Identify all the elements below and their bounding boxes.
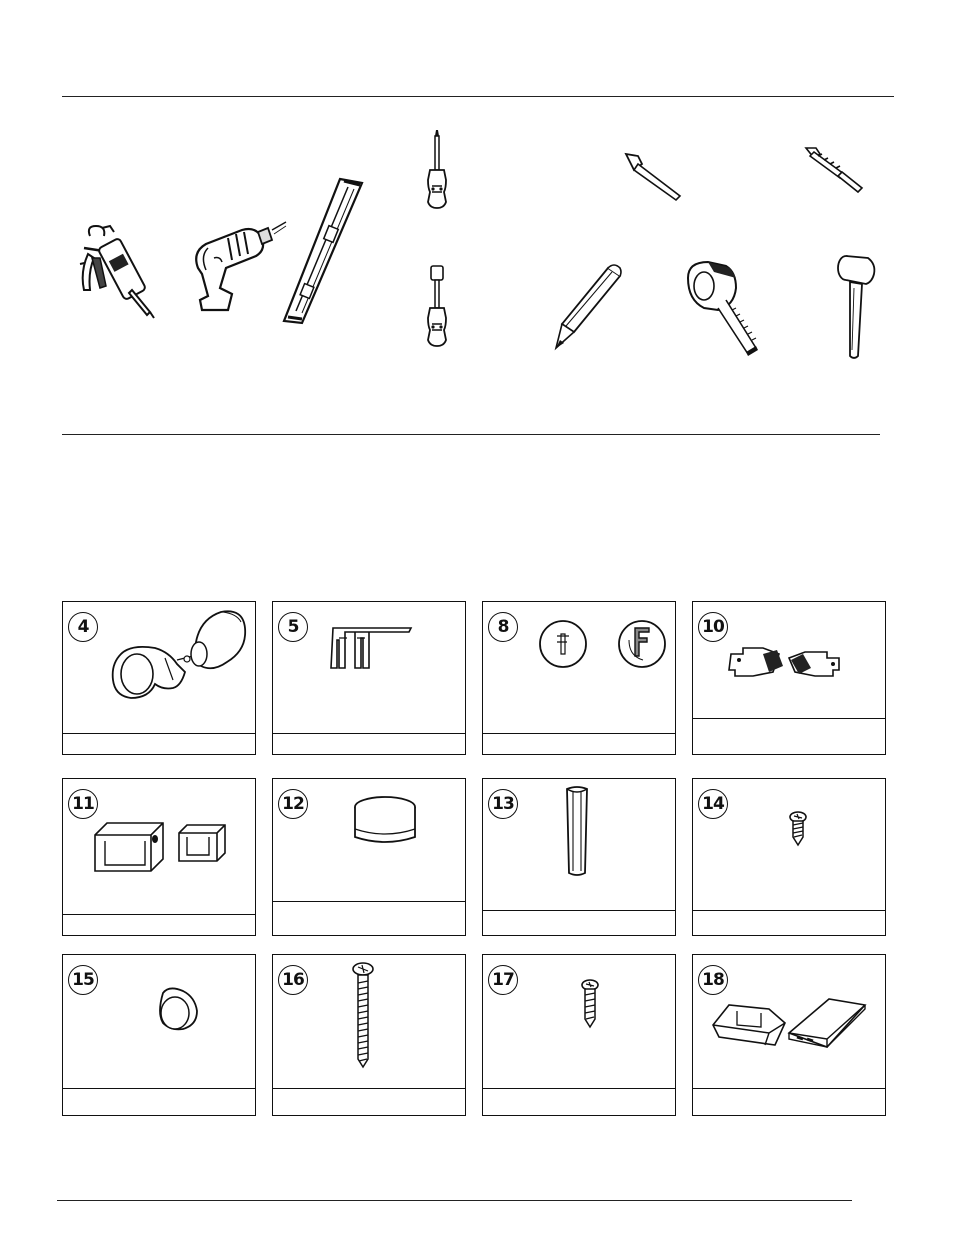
part-number-badge: 10 [698,612,728,642]
phillips-screwdriver-icon [424,128,450,210]
part-card-8 [482,601,676,755]
anchor-icon [483,602,677,732]
part-number-badge: 8 [488,612,518,642]
part-number-badge: 17 [488,965,518,995]
wall-anchor-icon [483,779,677,909]
part-number-badge: 14 [698,789,728,819]
pencil-icon [552,262,628,352]
glass-knob-pair-icon [63,602,257,732]
part-card-10 [692,601,886,755]
short-screw-icon [693,779,887,909]
part-label-area [693,910,885,935]
part-label-area [273,1088,465,1115]
part-number-badge: 13 [488,789,518,819]
part-card-12 [272,778,466,936]
level-icon [278,175,368,327]
footer-rule [57,1200,852,1201]
rubber-mallet-icon [836,252,880,360]
u-channel-bracket-icon [63,779,257,909]
part-label-area [483,910,675,935]
power-drill-icon [188,218,288,318]
tile-drill-bit-icon [624,150,686,202]
part-card-11 [62,778,256,936]
caulk-gun-icon [70,218,165,323]
bumper-icon [63,955,257,1085]
part-number-badge: 16 [278,965,308,995]
part-label-area [483,733,675,754]
part-card-13 [482,778,676,936]
part-card-17 [482,954,676,1116]
part-card-15 [62,954,256,1116]
part-card-4 [62,601,256,755]
part-label-area [63,914,255,935]
magnetic-strip-icon [693,602,887,732]
end-cap-icon [273,779,467,909]
part-number-badge: 11 [68,789,98,819]
long-screw-icon [273,955,467,1085]
tools-top-rule [62,96,894,97]
parts-top-rule [62,434,880,435]
part-number-badge: 12 [278,789,308,819]
part-label-area [693,1088,885,1115]
part-number-badge: 15 [68,965,98,995]
part-number-badge: 18 [698,965,728,995]
part-label-area [63,733,255,754]
part-label-area [273,901,465,935]
part-number-badge: 5 [278,612,308,642]
flathead-screwdriver-icon [424,264,450,350]
masonry-drill-bit-icon [804,144,866,194]
part-label-area [483,1088,675,1115]
part-card-5 [272,601,466,755]
part-card-16 [272,954,466,1116]
part-label-area [63,1088,255,1115]
part-card-18 [692,954,886,1116]
medium-screw-icon [483,955,677,1085]
part-card-14 [692,778,886,936]
wall-channel-profile-icon [273,602,467,732]
part-label-area [273,733,465,754]
tape-measure-icon [682,258,762,358]
part-label-area [693,718,885,754]
part-number-badge: 4 [68,612,98,642]
end-cap-pair-icon [693,955,887,1085]
